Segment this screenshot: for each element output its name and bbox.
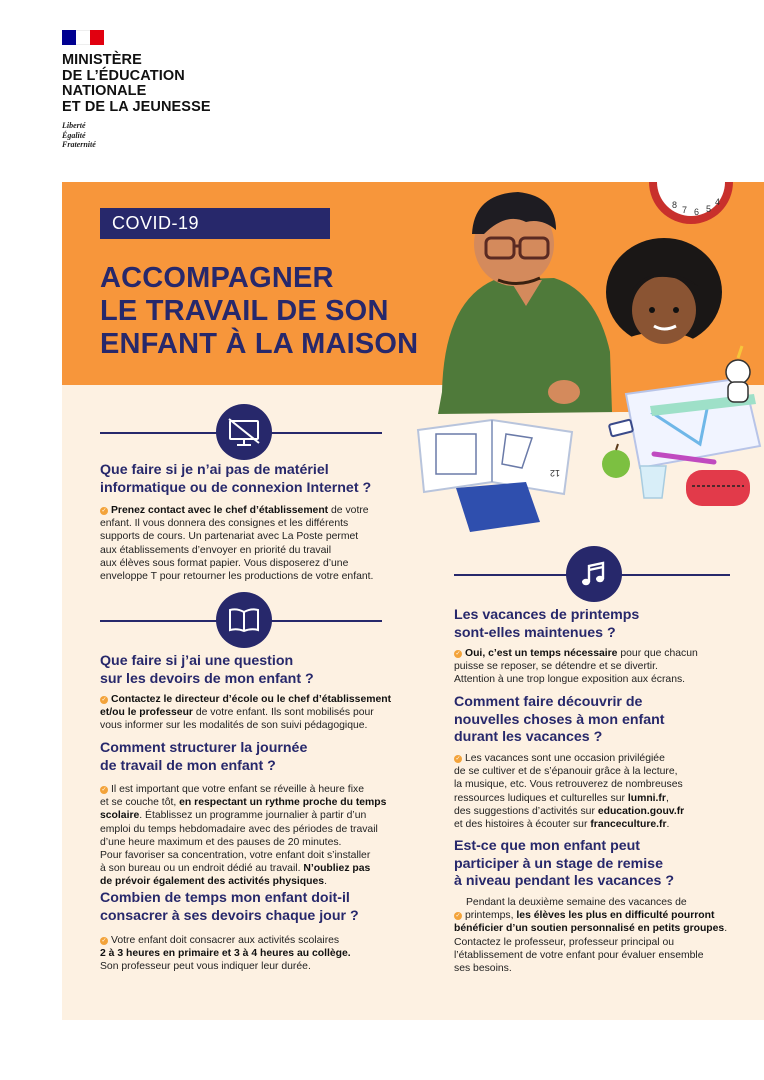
answer-text: ✓ Contactez le directeur d’école ou le chef d’établissement et/ou le professeur de votre enfant. Ils sont mobilisés pour vous informer sur les modalités de son suivi pédagogique. (100, 694, 392, 732)
check-icon: ✓ (101, 787, 107, 793)
answer-text: Pendant la deuxième semaine des vacances de ✓ printemps, les élèves les plus en difficulté pourront bénéficier d’un soutien personnalisé en petits groupes. Contactez le professeur, professeur principal ou l’établissement de votre enfant pour évaluer ensemble ses besoins. (454, 897, 728, 975)
question-heading: Comment structurer la journée de travail de mon enfant ? (100, 740, 308, 774)
wall-clock-icon (649, 182, 733, 224)
answer-text: ✓ Prenez contact avec le chef d’établissement de votre enfant. Il vous donnera des consignes et les différents supports de cours. Un partenariat avec La Poste permet aux établissements d’envoyer en priorité du travail aux élèves sous format papier. Vous disposerez d’une enveloppe T pour retourner les productions de votre enfant. (100, 505, 374, 583)
question-heading: Que faire si je n’ai pas de matériel informatique ou de connexion Internet ? (100, 462, 372, 496)
svg-text:12: 12 (549, 468, 560, 478)
page-title: ACCOMPAGNER LE TRAVAIL DE SON ENFANT À LA MAISON (100, 262, 419, 360)
question-heading: Comment faire découvrir de nouvelles choses à mon enfant durant les vacances ? (454, 694, 665, 745)
answer-text: ✓ Il est important que votre enfant se réveille à heure fixe et se couche tôt, en respectant un rythme proche du temps scolaire. Établissez un programme journalier à partir d’un emploi du temps hebdomadaire avec des périodes de travail d’une heure maximum et des pauses de 20 minutes. Pour favoriser sa concentration, votre enfant doit s’installer à son bureau ou un endroit dédié au travail. N’oubliez pas de prévoir également des activités physiques. (100, 784, 387, 888)
question-heading: Que faire si j’ai une question sur les devoirs de mon enfant ? (100, 653, 314, 687)
answer-text: ✓ Oui, c’est un temps nécessaire pour que chacun puisse se reposer, se détendre et se divertir. Attention à une trop longue exposition aux écrans. (454, 648, 698, 686)
covid-tag: COVID-19 (100, 208, 330, 239)
svg-text:7: 7 (682, 205, 688, 215)
no-computer-icon (216, 404, 272, 460)
svg-text:8: 8 (672, 200, 678, 210)
question-heading: Est-ce que mon enfant peut participer à un stage de remise à niveau pendant les vacances ? (454, 838, 675, 889)
question-heading: Les vacances de printemps sont-elles maintenues ? (454, 607, 640, 641)
marianne-flag-icon (62, 30, 104, 45)
father-figure (438, 192, 619, 414)
check-icon: ✓ (455, 913, 461, 920)
parent-child-homework-illustration (414, 182, 764, 552)
republic-motto: Liberté Égalité Fraternité (62, 121, 96, 149)
music-note-icon (566, 546, 622, 602)
answer-text: ✓ Votre enfant doit consacrer aux activités scolaires 2 à 3 heures en primaire et 3 à 4 heures au collège. Son professeur peut vous indiquer leur durée. (100, 935, 351, 973)
check-icon: ✓ (455, 756, 461, 762)
ministry-logo (62, 30, 262, 150)
question-heading: Combien de temps mon enfant doit-il consacrer à ses devoirs chaque jour ? (100, 890, 359, 924)
svg-text:5: 5 (706, 204, 712, 214)
svg-text:6: 6 (694, 207, 700, 217)
svg-text:4: 4 (715, 197, 721, 207)
ministry-name: MINISTÈRE DE L’ÉDUCATION NATIONALE ET DE LA JEUNESSE (62, 52, 211, 115)
book-icon (216, 592, 272, 648)
check-icon: ✓ (455, 651, 461, 657)
answer-text: ✓ Les vacances sont une occasion privilégiée de se cultiver et de s’épanouir grâce à la lecture, la musique, etc. Vous retrouverez de nombreuses ressources ludiques et culturelles sur lumni.fr, des suggestions d’activités sur education.gouv.fr et des histoires à écouter sur franceculture.fr. (454, 753, 685, 831)
check-icon: ✓ (101, 697, 107, 703)
check-icon: ✓ (101, 938, 107, 944)
check-icon: ✓ (101, 508, 107, 514)
